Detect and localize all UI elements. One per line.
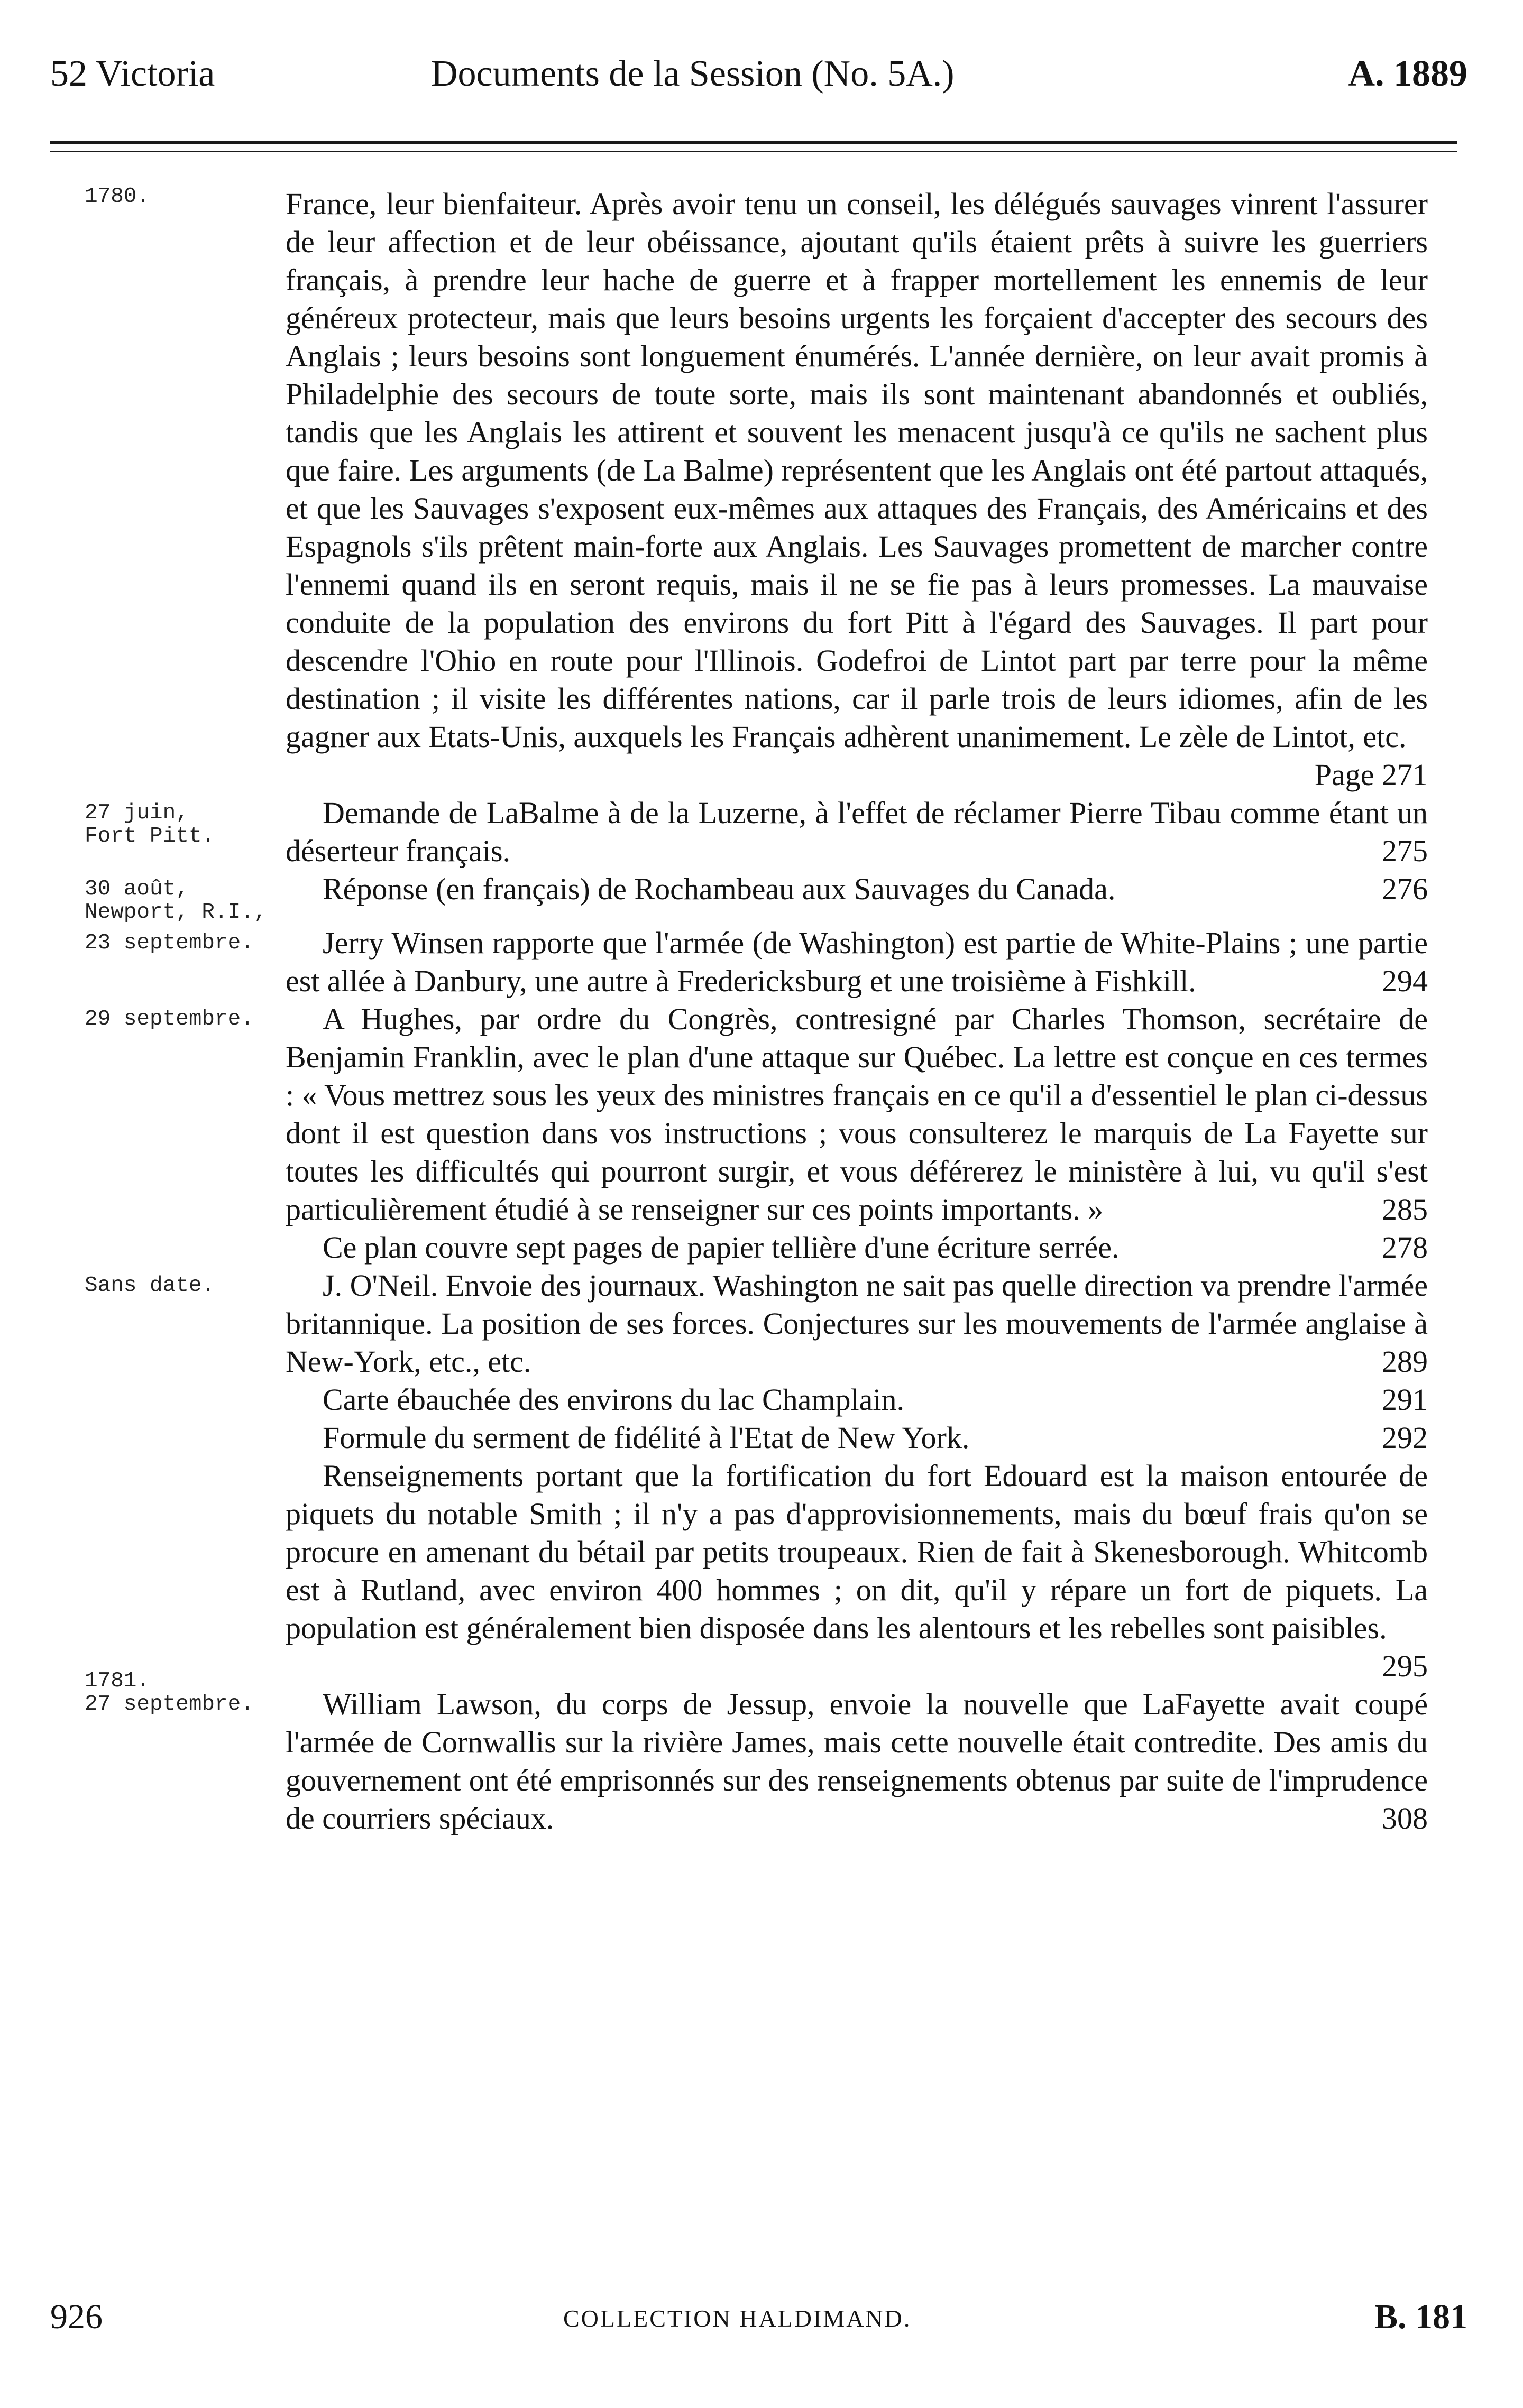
footer-reference: B. 181 <box>1374 2298 1467 2336</box>
entry-content <box>286 1267 1428 1685</box>
footer-page-number: 926 <box>50 2298 103 2336</box>
margin-date: 29 septembre. <box>85 1007 254 1031</box>
entry-text: Demande de LaBalme à de la Luzerne, à l'effet de réclamer Pierre Tibau comme étant un déserteur français. 275 <box>286 794 1428 870</box>
margin-date: 27 juin, Fort Pitt. <box>85 801 215 848</box>
entry <box>85 185 1428 794</box>
margin-date: Sans date. <box>85 1274 215 1298</box>
entry-content <box>286 924 1428 1000</box>
subitem-text: Carte ébauchée des environs du lac Champlain. <box>323 1382 904 1417</box>
page-reference: 285 <box>1382 1192 1428 1226</box>
entry-subitem <box>286 1419 1428 1457</box>
subitem-text: Formule du serment de fidélité à l'Etat de New York. <box>323 1420 970 1455</box>
header-rule-thin <box>50 151 1457 152</box>
entry <box>85 1669 1428 1838</box>
page-reference: 276 <box>1382 872 1428 906</box>
entry <box>85 1000 1428 1267</box>
header-title: Documents de la Session (No. 5A.) <box>431 53 955 94</box>
entry-subitem <box>286 1381 1428 1419</box>
entry-content <box>286 1000 1428 1267</box>
page-reference: 289 <box>1382 1344 1428 1379</box>
footer-collection: COLLECTION HALDIMAND. <box>563 2305 912 2332</box>
page-reference: 295 <box>1382 1649 1428 1683</box>
page-reference: 308 <box>1382 1801 1428 1835</box>
entry-text: J. O'Neil. Envoie des journaux. Washington ne sait pas quelle direction va prendre l'armée britannique. La position de ses forces. Conjectures sur les mouvements de l'armée anglaise à New-York, etc., etc. 289 <box>286 1267 1428 1381</box>
entry <box>85 870 1428 924</box>
header-rule-thick <box>50 141 1457 144</box>
entry-text: William Lawson, du corps de Jessup, envoie la nouvelle que LaFayette avait coupé l'armée de Cornwallis sur la rivière James, mais cette nouvelle était contredite. Des amis du gouvernement ont été emprisonnés sur des renseignements obtenus par suite de l'imprudence de courriers spéciaux. 308 <box>286 1685 1428 1838</box>
entry-text: Réponse (en français) de Rochambeau aux Sauvages du Canada. 276 <box>286 870 1428 908</box>
page-header <box>50 53 1467 100</box>
page-reference: 275 <box>1382 834 1428 868</box>
entry-content <box>286 870 1428 908</box>
margin-date: 1781. 27 septembre. <box>85 1669 254 1717</box>
entry-content <box>286 1685 1428 1838</box>
entry <box>85 794 1428 870</box>
margin-date: 1780. <box>85 184 150 209</box>
header-year: A. 1889 <box>1348 53 1467 94</box>
document-body <box>85 185 1428 1838</box>
entry-content <box>286 185 1428 794</box>
page-reference: Page 271 <box>1314 758 1428 792</box>
page-reference: 291 <box>1382 1382 1428 1417</box>
entry <box>85 924 1428 1000</box>
entry-content <box>286 794 1428 870</box>
header-left: 52 Victoria <box>50 53 215 94</box>
page-reference: 278 <box>1382 1230 1428 1265</box>
entry-text: A Hughes, par ordre du Congrès, contresigné par Charles Thomson, secrétaire de Benjamin Franklin, avec le plan d'une attaque sur Québec. La lettre est conçue en ces termes : « Vous mettrez sous les yeux des ministres français en ce qu'il a d'essentiel le plan ci-dessus dont il est question dans vos instructions ; vous consulterez le marquis de La Fayette sur toutes les difficultés qui pourront surgir, et vous déférerez le ministère à lui, vu qu'il s'est particulièrement étudié à se renseigner sur ces points importants. » 285 <box>286 1000 1428 1229</box>
margin-date: 23 septembre. <box>85 931 254 955</box>
entry-text: Jerry Winsen rapporte que l'armée (de Washington) est partie de White-Plains ; une partie est allée à Danbury, une autre à Fredericksburg et une troisième à Fishkill. 294 <box>286 924 1428 1000</box>
entry-subitem: Renseignements portant que la fortification du fort Edouard est la maison entourée de piquets du notable Smith ; il n'y a pas d'approvisionnements, mais du bœuf frais qu'on se procure en amenant du bétail par petits troupeaux. Rien de fait à Skenesborough. Whitcomb est à Rutland, avec environ 400 hommes ; on dit, qu'il y répare un fort de piquets. La population est généralement bien disposée dans les alentours et les rebelles sont paisibles. 295 <box>286 1457 1428 1647</box>
page-reference: 294 <box>1382 964 1428 998</box>
page-footer <box>50 2297 1467 2339</box>
page-reference: 292 <box>1382 1420 1428 1455</box>
entry-subitem: Ce plan couvre sept pages de papier tellière d'une écriture serrée. 278 <box>286 1229 1428 1267</box>
entry <box>85 1267 1428 1685</box>
margin-date: 30 août, Newport, R.I., <box>85 877 267 925</box>
entry-text: France, leur bienfaiteur. Après avoir tenu un conseil, les délégués sauvages vinrent l'assurer de leur affection et de leur obéissance, ajoutant qu'ils étaient prêts à suivre les guerriers français, à prendre leur hache de guerre et à frapper mortellement les ennemis de leur généreux protecteur, mais que leurs besoins urgents les forçaient d'accepter des secours des Anglais ; leurs besoins sont longuement énumérés. L'année dernière, on leur avait promis à Philadelphie des secours de toute sorte, mais ils sont maintenant abandonnés et oubliés, tandis que les Anglais les attirent et souvent les menacent jusqu'à ce qu'ils ne sachent plus que faire. Les arguments (de La Balme) représentent que les Anglais ont été partout attaqués, et que les Sauvages s'exposent eux-mêmes aux attaques des Français, des Américains et des Espagnols s'ils prêtent main-forte aux Anglais. Les Sauvages promettent de marcher contre l'ennemi quand ils en seront requis, mais il ne se fie pas à leurs promesses. La mauvaise conduite de la population des environs du fort Pitt à l'égard des Sauvages. Il part pour descendre l'Ohio en route pour l'Illinois. Godefroi de Lintot part par terre pour la même destination ; il visite les différentes nations, car il parle trois de leurs idiomes, afin de les gagner aux Etats-Unis, auxquels les Français adhèrent unanimement. Le zèle de Lintot, etc. Page 271 <box>286 185 1428 756</box>
